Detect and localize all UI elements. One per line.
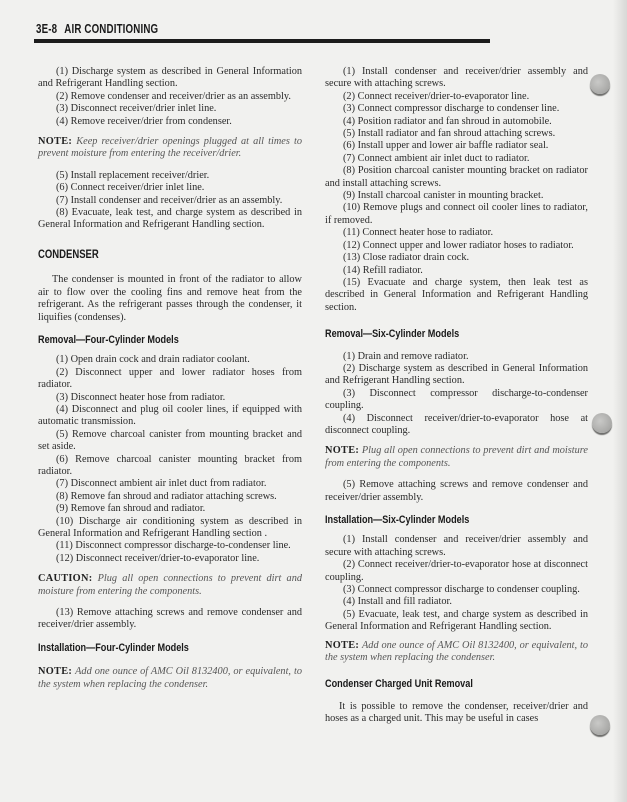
step: (4) Position radiator and fan shroud in automobile. <box>343 115 552 127</box>
removal-six-cylinder-heading: Removal—Six-Cylinder Models <box>325 328 460 341</box>
note-label: NOTE: <box>325 639 360 651</box>
section-title: AIR CONDITIONING <box>64 22 159 36</box>
punch-hole-icon <box>590 715 610 735</box>
note-add-oil <box>38 666 302 691</box>
step: (3) Connect compressor discharge to condenser line. <box>343 103 560 115</box>
installation-four-cylinder-heading: Installation—Four-Cylinder Models <box>38 641 189 654</box>
note-keep-plugged <box>38 136 302 161</box>
step: (6) Remove charcoal canister mounting bracket from radiator. <box>38 453 302 477</box>
note-text: Add one ounce of AMC Oil 8132400, or equivalent, to the system when replacing the condenser. <box>325 639 588 664</box>
step: (7) Disconnect ambient air inlet duct from radiator. <box>56 478 267 490</box>
step: (5) Remove charcoal canister from mounting bracket and set aside. <box>38 428 302 453</box>
step: (1) Drain and remove radiator. <box>343 350 469 362</box>
caution-label: CAUTION: <box>38 573 93 585</box>
note-add-oil <box>325 640 588 665</box>
step: (11) Disconnect compressor discharge-to-condenser line. <box>56 540 291 552</box>
step: (8) Remove fan shroud and radiator attaching screws. <box>56 490 277 502</box>
step: (4) Remove receiver/drier from condenser. <box>56 115 232 127</box>
step: (4) Install and fill radiator. <box>343 596 452 608</box>
note-text: Plug all open connections to prevent dirt and moisture from entering the components. <box>325 445 588 469</box>
step: (9) Install charcoal canister in mounting bracket. <box>343 190 544 202</box>
right-column <box>325 66 588 726</box>
step: (5) Install radiator and fan shroud attaching screws. <box>343 128 556 140</box>
punch-hole-icon <box>592 413 612 433</box>
step: (4) Disconnect and plug oil cooler lines, if equipped with automatic transmission. <box>38 403 302 428</box>
step: (13) Close radiator drain cock. <box>343 252 470 264</box>
note-label: NOTE: <box>38 136 73 148</box>
step: (2) Discharge system as described in General Information and Refrigerant Handling section. <box>325 362 588 387</box>
note-label: NOTE: <box>325 445 360 457</box>
step: (1) Install condenser and receiver/drier assembly and secure with attaching screws. <box>325 66 588 90</box>
step: (4) Disconnect receiver/drier-to-evaporator hose at disconnect coupling. <box>325 412 588 436</box>
condenser-heading: CONDENSER <box>38 246 99 261</box>
section-number: 3E-8 <box>36 22 58 36</box>
header-rule <box>34 39 490 43</box>
step: (12) Connect upper and lower radiator hoses to radiator. <box>343 239 574 251</box>
installation-six-cylinder-heading: Installation—Six-Cylinder Models <box>325 514 470 526</box>
step: (6) Connect receiver/drier inlet line. <box>56 182 205 194</box>
step: (3) Disconnect compressor discharge-to-condenser coupling. <box>325 387 588 412</box>
note-text: Keep receiver/drier openings plugged at all times to prevent moisture from entering the receiver/drier. <box>38 136 303 160</box>
step: (13) Remove attaching screws and remove condenser and receiver/drier assembly. <box>38 607 302 631</box>
condenser-description: The condenser is mounted in front of the radiator to allow air to flow over the cooling fins and remove heat from the refrigerant. As the refrigerant passes through the condenser, it liquifies (condenses). <box>38 274 302 323</box>
step: (12) Disconnect receiver/drier-to-evaporator line. <box>56 552 260 564</box>
step: (1) Open drain cock and drain radiator coolant. <box>56 354 250 366</box>
step: (11) Connect heater hose to radiator. <box>343 227 494 239</box>
page-header <box>36 22 490 36</box>
step: (7) Install condenser and receiver/drier as an assembly. <box>56 194 283 206</box>
step: (1) Discharge system as described in General Information and Refrigerant Handling section. <box>38 66 302 90</box>
step: (1) Install condenser and receiver/drier assembly and secure with attaching screws. <box>325 534 588 558</box>
caution-plug-connections <box>38 573 302 598</box>
charged-unit-removal-heading: Condenser Charged Unit Removal <box>325 678 473 691</box>
step: (3) Disconnect receiver/drier inlet line. <box>56 103 217 115</box>
step: (8) Evacuate, leak test, and charge system as described in General Information and Refrigerant Handling section. <box>38 207 302 231</box>
page-edge-shadow <box>613 0 627 802</box>
caution-text: Plug all open connections to prevent dirt and moisture from entering the components. <box>38 573 302 597</box>
left-column <box>38 66 302 700</box>
charged-unit-description: It is possible to remove the condenser, receiver/drier and hoses as a charged unit. This may be useful in cases <box>325 700 588 725</box>
step: (5) Install replacement receiver/drier. <box>56 169 210 181</box>
step: (10) Discharge air conditioning system as described in General Information and Refrigerant Handling section . <box>38 515 302 539</box>
step: (14) Refill radiator. <box>343 264 423 276</box>
step: (2) Connect receiver/drier-to-evaporator hose at disconnect coupling. <box>325 559 588 583</box>
step: (8) Position charcoal canister mounting bracket on radiator and install attaching screws. <box>325 165 588 189</box>
step: (15) Evacuate and charge system, then leak test as described in General Information and Refrigerant Handling section. <box>325 276 588 313</box>
header-title <box>36 22 390 36</box>
note-label: NOTE: <box>38 666 73 678</box>
punch-hole-icon <box>590 74 610 94</box>
step: (3) Disconnect heater hose from radiator. <box>56 391 226 403</box>
step: (2) Connect receiver/drier-to-evaporator line. <box>343 90 530 102</box>
step: (9) Remove fan shroud and radiator. <box>56 503 206 515</box>
step: (5) Evacuate, leak test, and charge system as described in General Information and Refrigerant Handling section. <box>325 608 588 633</box>
step: (7) Connect ambient air inlet duct to radiator. <box>343 152 530 164</box>
step: (6) Install upper and lower air baffle radiator seal. <box>343 140 549 152</box>
step: (10) Remove plugs and connect oil cooler lines to radiator, if removed. <box>325 202 588 226</box>
removal-four-cylinder-heading: Removal—Four-Cylinder Models <box>38 333 179 346</box>
step: (3) Connect compressor discharge to condenser coupling. <box>343 584 580 596</box>
note-plug-connections <box>325 445 588 470</box>
step: (2) Disconnect upper and lower radiator hoses from radiator. <box>38 366 302 391</box>
note-text: Add one ounce of AMC Oil 8132400, or equivalent, to the system when replacing the condenser. <box>38 666 303 690</box>
step: (5) Remove attaching screws and remove condenser and receiver/drier assembly. <box>325 479 588 503</box>
step: (2) Remove condenser and receiver/drier as an assembly. <box>56 90 291 102</box>
